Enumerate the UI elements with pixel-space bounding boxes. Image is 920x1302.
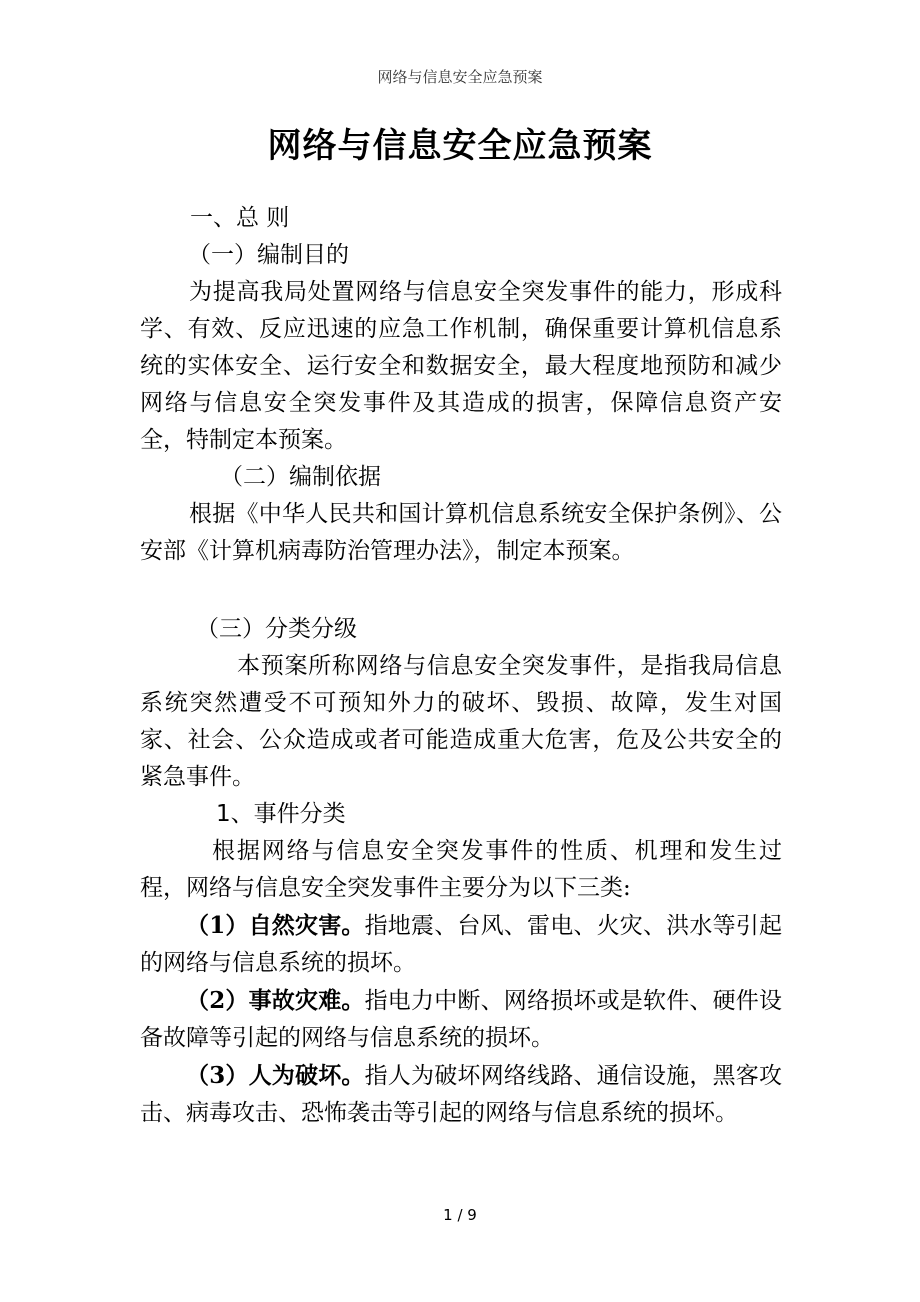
purpose-paragraph: 为提高我局处置网络与信息安全突发事件的能力，形成科学、有效、反应迅速的应急工作机制，确保重要计算机信息系统的实体安全、运行安全和数据安全，最大程度地预防和减少网络与信息安全突发事件及其造成的损害，保障信息资产安全，特制定本预案。 (140, 279, 782, 453)
blank-line (140, 570, 782, 611)
event-types-paragraph: 根据网络与信息安全突发事件的性质、机理和发生过程，网络与信息安全突发事件主要分为以下三类: (140, 838, 782, 901)
event-item-label: （2）事故灾难。 (186, 987, 365, 1014)
event-item (140, 1057, 782, 1132)
page-header: 网络与信息安全应急预案 (377, 68, 543, 86)
classification-heading: （三）分类分级 (196, 616, 357, 642)
event-item (140, 982, 782, 1057)
classification-paragraph: 本预案所称网络与信息安全突发事件，是指我局信息系统突然遭受不可预知外力的破坏、毁损、故障，发生对国家、社会、公众造成或者可能造成重大危害，危及公共安全的紧急事件。 (140, 653, 782, 790)
section-general-heading: 一、总 则 (190, 205, 290, 231)
event-item (140, 907, 782, 982)
basis-paragraph: 根据《中华人民共和国计算机信息系统安全保护条例》、公安部《计算机病毒防治管理办法》，制定本预案。 (140, 501, 782, 564)
event-item-label: （1）自然灾害。 (186, 912, 365, 939)
event-item-label: （3）人为破坏。 (186, 1062, 365, 1089)
event-item-text: 指地震、台风、雷电、火灾、洪水等引起的网络与信息系统的损坏。 (140, 913, 782, 976)
event-item-text: 指电力中断、网络损坏或是软件、硬件设备故障等引起的网络与信息系统的损坏。 (140, 988, 782, 1051)
basis-heading: （二）编制依据 (220, 464, 381, 490)
page-number: 1 / 9 (443, 1206, 477, 1224)
event-item-text: 指人为破坏网络线路、通信设施，黑客攻击、病毒攻击、恐怖袭击等引起的网络与信息系统的损坏。 (140, 1063, 782, 1126)
document-title: 网络与信息安全应急预案 (267, 126, 653, 166)
purpose-heading: （一）编制目的 (188, 242, 349, 268)
document-body (140, 200, 782, 1132)
event-types-heading: 1、事件分类 (216, 801, 346, 827)
